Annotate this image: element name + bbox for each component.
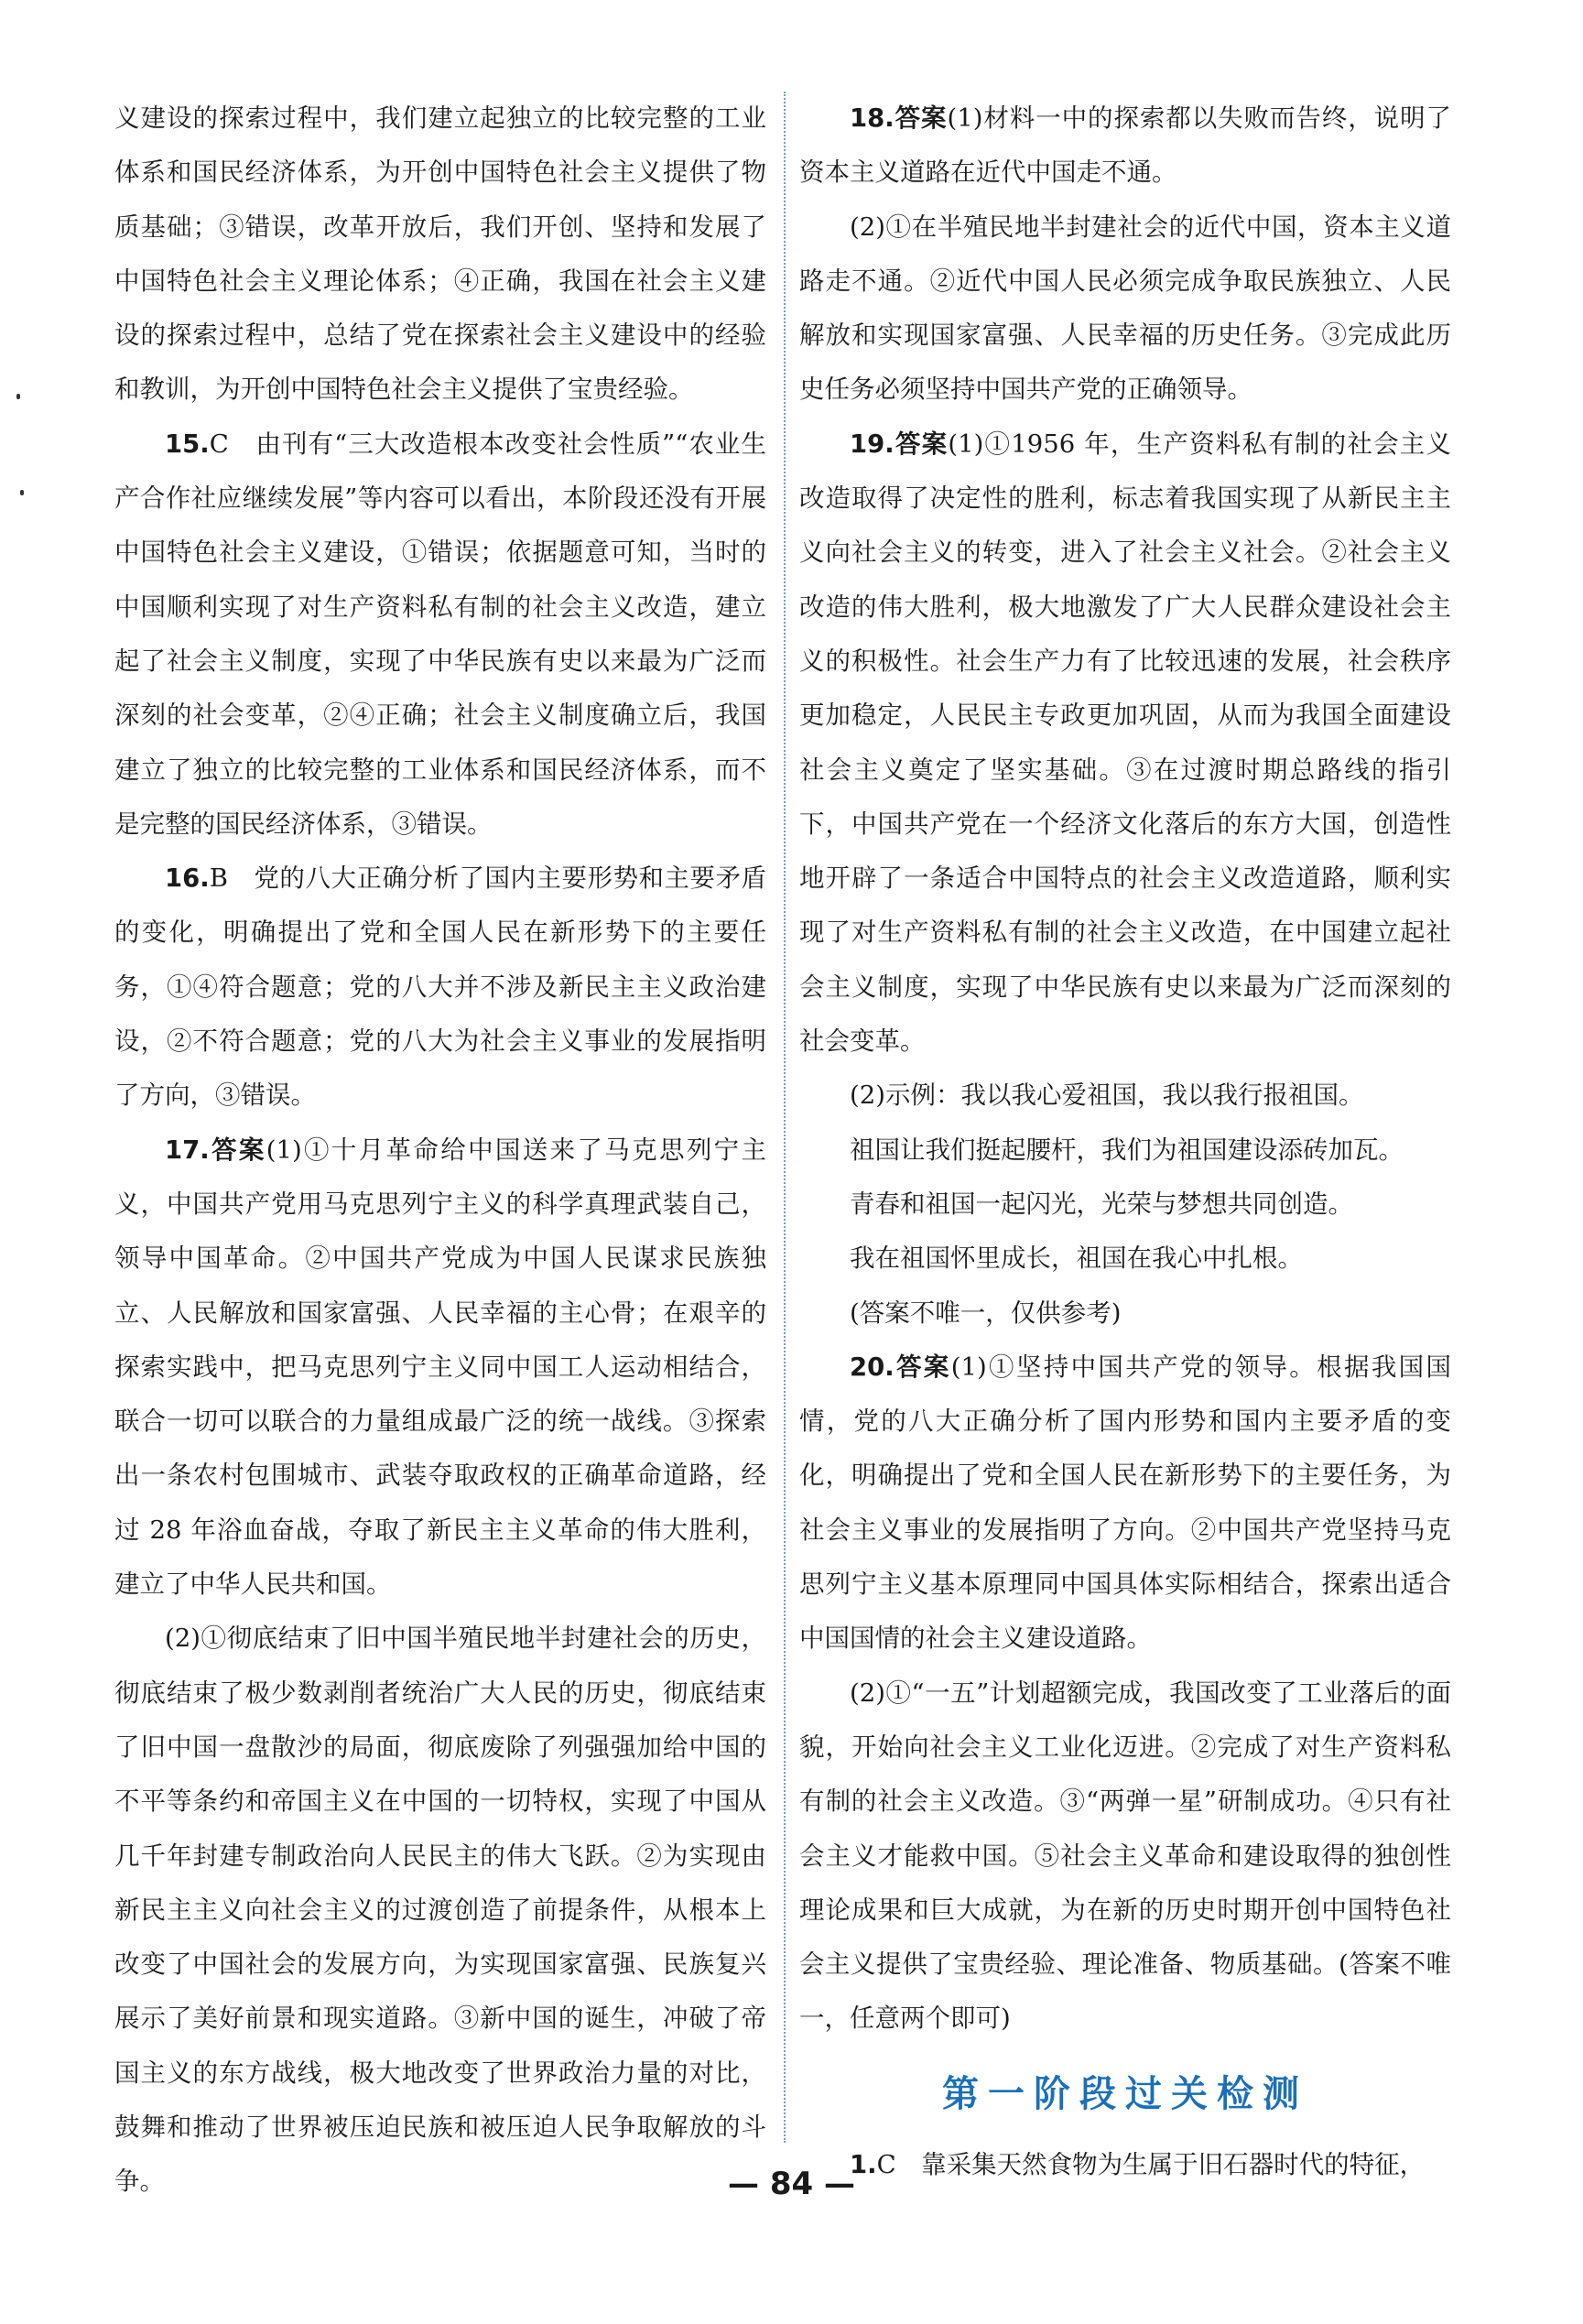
margin-mark — [20, 490, 24, 495]
column-divider — [784, 92, 786, 2143]
right-column — [799, 92, 1451, 2192]
answer-text: (1)①坚持中国共产党的领导。根据我国国情，党的八大正确分析了国内形势和国内主要矛盾的变化，明确提出了党和全国人民在新形势下的主要任务，为社会主义事业的发展指明了方向。②中国共产党坚持马克思列宁主义基本原理同中国具体实际相结合，探索出适合中国国情的社会主义建设道路。 — [799, 1352, 1452, 1654]
question-number: 20. — [850, 1352, 895, 1382]
question-number: 18. — [850, 103, 895, 133]
question-number: 19. — [850, 429, 895, 459]
answer-17 — [114, 1124, 766, 1613]
answer-19-part2: (2)示例：我以我心爱祖国，我以我行报祖国。 — [850, 1081, 1364, 1111]
left-column — [114, 92, 766, 2210]
answer-20 — [799, 1341, 1451, 1667]
answer-text: (1)①1956 年，生产资料私有制的社会主义改造取得了决定性的胜利，标志着我国实现了从新民主主义向社会主义的转变，进入了社会主义社会。②社会主义改造的伟大胜利，极大地激发了广大人民群众建设社会主义的积极性。社会生产力有了比较迅速的发展，社会秩序更加稳定，人民民主专政更加巩固，从而为我国全面建设社会主义奠定了坚实基础。③在过渡时期总路线的指引下，中国共产党在一个经济文化落后的东方大国，创造性地开辟了一条适合中国特点的社会主义改造道路，顺利实现了对生产资料私有制的社会主义改造，在中国建立起社会主义制度，实现了中华民族有史以来最为广泛而深刻的社会变革。 — [799, 429, 1452, 1057]
question-number: 15. — [165, 429, 210, 459]
page-number: — 84 — — [728, 2166, 855, 2202]
answer-19 — [799, 418, 1451, 1070]
answer-text: C 由刊有“三大改造根本改变社会性质”“农业生产合作社应继续发展”等内容可以看出，本阶段还没有开展中国特色社会主义建设，①错误；依据题意可知，当时的中国顺利实现了对生产资料私有制的社会主义改造，建立起了社会主义制度，实现了中华民族有史以来最为广泛而深刻的社会变革，②④正确；社会主义制度确立后，我国建立了独立的比较完整的工业体系和国民经济体系，而不是完整的国民经济体系，③错误。 — [114, 429, 766, 839]
answer-16 — [114, 852, 766, 1123]
answer-label: 答案 — [209, 1135, 266, 1165]
answer-note: (答案不唯一，仅供参考) — [850, 1298, 1122, 1328]
answer-text: C 靠采集天然食物为生属于旧石器时代的特征， — [876, 2149, 1426, 2179]
example-line: 我在祖国怀里成长，祖国在我心中扎根。 — [850, 1243, 1303, 1274]
answer-text: B 党的八大正确分析了国内主要形势和主要矛盾的变化，明确提出了党和全国人民在新形势下的主要任务，①④符合题意；党的八大并不涉及新民主主义政治建设，②不符合题意；党的八大为社会主义事业的发展指明了方向，③错误。 — [114, 863, 766, 1111]
margin-mark — [16, 394, 20, 399]
question-number: 17. — [165, 1135, 210, 1165]
example-line: 青春和祖国一起闪光，光荣与梦想共同创造。 — [850, 1189, 1353, 1219]
answer-20-part2: (2)①“一五”计划超额完成，我国改变了工业落后的面貌，开始向社会主义工业化迈进。②完成了对生产资料私有制的社会主义改造。③“两弹一星”研制成功。④只有社会主义才能救中国。⑤社会主义革命和建设取得的独创性理论成果和巨大成就，为在新的历史时期开创中国特色社会主义提供了宝贵经验、理论准备、物质基础。(答案不唯一，任意两个即可) — [799, 1678, 1451, 2034]
continued-paragraph: 义建设的探索过程中，我们建立起独立的比较完整的工业体系和国民经济体系，为开创中国特色社会主义提供了物质基础；③错误，改革开放后，我们开创、坚持和发展了中国特色社会主义理论体系；④正确，我国在社会主义建设的探索过程中，总结了党在探索社会主义建设中的经验和教训，为开创中国特色社会主义提供了宝贵经验。 — [114, 103, 766, 405]
answer-17-part2: (2)①彻底结束了旧中国半殖民地半封建社会的历史，彻底结束了极少数剥削者统治广大人民的历史，彻底结束了旧中国一盘散沙的局面，彻底废除了列强强加给中国的不平等条约和帝国主义在中国的一切特权，实现了中国从几千年封建专制政治向人民民主的伟大飞跃。②为实现由新民主主义向社会主义的过渡创造了前提条件，从根本上改变了中国社会的发展方向，为实现国家富强、民族复兴展示了美好前景和现实道路。③新中国的诞生，冲破了帝国主义的东方战线，极大地改变了世界政治力量的对比，鼓舞和推动了世界被压迫民族和被压迫人民争取解放的斗争。 — [114, 1624, 766, 2197]
answer-text: (1)①十月革命给中国送来了马克思列宁主义，中国共产党用马克思列宁主义的科学真理武装自己，领导中国革命。②中国共产党成为中国人民谋求民族独立、人民解放和国家富强、人民幸福的主心骨；在艰辛的探索实践中，把马克思列宁主义同中国工人运动相结合，联合一切可以联合的力量组成最广泛的统一战线。③探索出一条农村包围城市、武装夺取政权的正确革命道路，经过 28 年浴血奋战，夺取了新民主主义革命的伟大胜利，建立了中华人民共和国。 — [114, 1135, 767, 1600]
answer-text: (1)材料一中的探索都以失败而告终，说明了资本主义道路在近代中国走不通。 — [799, 103, 1452, 188]
section-title: 第一阶段过关检测 — [942, 2072, 1308, 2115]
answer-15 — [114, 418, 766, 852]
answer-18 — [799, 92, 1451, 201]
answer-label: 答案 — [894, 103, 948, 133]
answer-label: 答案 — [894, 1352, 951, 1382]
question-number: 16. — [165, 863, 210, 894]
question-number: 1. — [850, 2149, 877, 2179]
example-line: 祖国让我们挺起腰杆，我们为祖国建设添砖加瓦。 — [850, 1135, 1404, 1165]
answer-label: 答案 — [894, 429, 949, 459]
answer-18-part2: (2)①在半殖民地半封建社会的近代中国，资本主义道路走不通。②近代中国人民必须完成争取民族独立、人民解放和实现国家富强、人民幸福的历史任务。③完成此历史任务必须坚持中国共产党的正确领导。 — [799, 212, 1451, 405]
